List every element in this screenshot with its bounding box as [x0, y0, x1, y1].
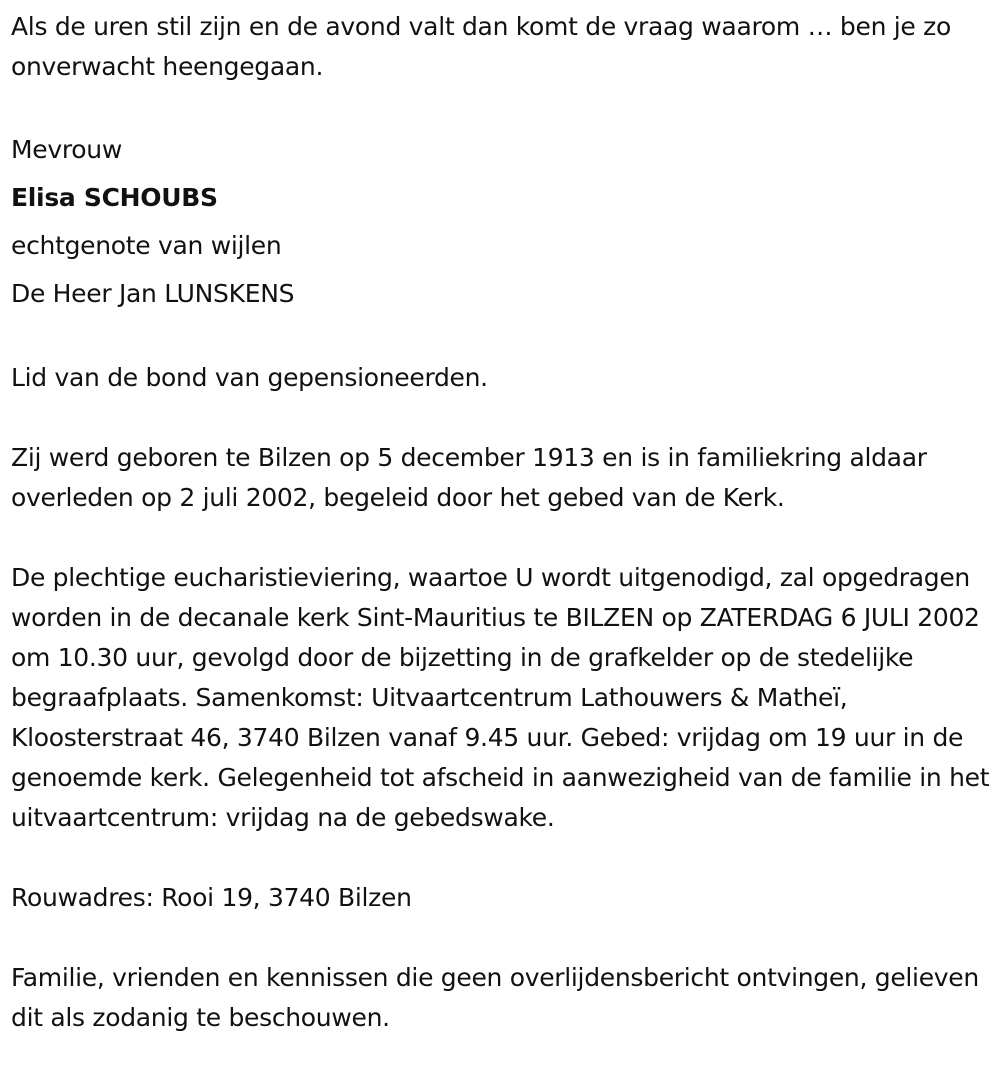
salutation: Mevrouw [11, 135, 122, 164]
spouse-name: De Heer Jan LUNSKENS [11, 279, 295, 308]
membership-line: Lid van de bond van gepensioneerden. [11, 363, 488, 392]
spacer [11, 838, 990, 878]
spacer [11, 318, 990, 358]
spacer [11, 518, 990, 558]
spacer [11, 398, 990, 438]
relation-line: echtgenote van wijlen [11, 231, 282, 260]
intro-paragraph: Als de uren stil zijn en de avond valt dan komt de vraag waarom … ben je zo onverwacht heengegaan. [11, 12, 951, 81]
ceremony-paragraph: De plechtige eucharistieviering, waartoe U wordt uitgenodigd, zal opgedragen worden in de decanale kerk Sint-Mauritius te BILZEN op ZATERDAG 6 JULI 2002 om 10.30 uur, gevolgd door de bijzetting in de grafkelder op de stedelijke begraafplaats. Samenkomst: Uitvaartcentrum Lathouwers & Matheï, Kloosterstraat 46, 3740 Bilzen vanaf 9.45 uur. Gebed: vrijdag om 19 uur in de genoemde kerk. Gelegenheid tot afscheid in aanwezigheid van de familie in het uitvaartcentrum: vrijdag na de gebedswake. [11, 563, 990, 832]
deceased-name: Elisa SCHOUBS [11, 183, 218, 212]
mourning-address: Rouwadres: Rooi 19, 3740 Bilzen [11, 883, 412, 912]
spacer [11, 918, 990, 958]
closing-paragraph: Familie, vrienden en kennissen die geen overlijdensbericht ontvingen, gelieven dit als zodanig te beschouwen. [11, 963, 979, 1032]
birth-death-paragraph: Zij werd geboren te Bilzen op 5 december 1913 en is in familiekring aldaar overleden op 2 juli 2002, begeleid door het gebed van de Kerk. [11, 443, 927, 512]
